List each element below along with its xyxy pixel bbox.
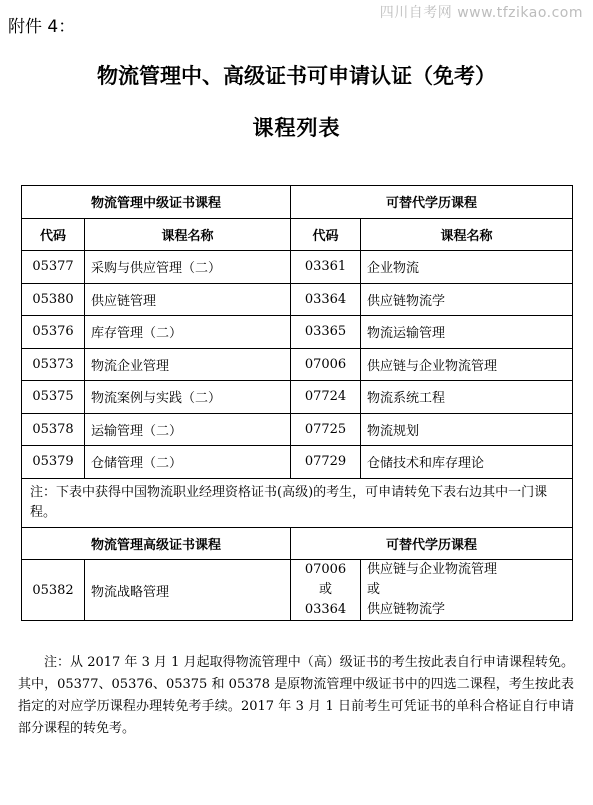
table-row xyxy=(22,316,573,349)
alt-code-1: 07006 xyxy=(304,562,347,577)
alt-course-name: 物流系统工程 xyxy=(361,381,573,414)
table-note: 注：下表中获得中国物流职业经理资格证书(高级)的考生，可申请转免下表右边其中一门课程。 xyxy=(22,478,573,527)
or-label: 或 xyxy=(367,582,381,597)
note-row xyxy=(22,478,573,527)
advanced-course-name: 物流战略管理 xyxy=(85,560,291,621)
course-code: 05378 xyxy=(22,413,85,446)
attachment-label: 附件 4： xyxy=(8,17,76,37)
site-watermark: 四川自考网 www.tfzikao.com xyxy=(379,5,583,21)
alt-course-name: 仓储技术和库存理论 xyxy=(361,446,573,479)
course-code: 05376 xyxy=(22,316,85,349)
course-name: 采购与供应管理（二） xyxy=(85,251,291,284)
course-code: 05377 xyxy=(22,251,85,284)
course-code: 05373 xyxy=(22,348,85,381)
section1-right-header: 可替代学历课程 xyxy=(291,186,573,219)
alt-course-name: 企业物流 xyxy=(361,251,573,284)
section2-right-header: 可替代学历课程 xyxy=(291,527,573,560)
document-subtitle: 课程列表 xyxy=(252,115,341,140)
col-alt-name-header: 课程名称 xyxy=(361,218,573,251)
alt-code-2: 03364 xyxy=(304,602,347,617)
or-label: 或 xyxy=(319,582,333,597)
section2-left-header: 物流管理高级证书课程 xyxy=(22,527,291,560)
table-row xyxy=(22,251,573,284)
advanced-alt-names xyxy=(361,560,573,621)
course-name: 仓储管理（二） xyxy=(85,446,291,479)
course-name: 运输管理（二） xyxy=(85,413,291,446)
alt-course-code: 03365 xyxy=(291,316,361,349)
section1-left-header: 物流管理中级证书课程 xyxy=(22,186,291,219)
table-row xyxy=(22,381,573,414)
advanced-course-code: 05382 xyxy=(22,560,85,621)
course-code: 05375 xyxy=(22,381,85,414)
course-code: 05380 xyxy=(22,283,85,316)
column-header-row xyxy=(22,218,573,251)
alt-course-code: 07725 xyxy=(291,413,361,446)
alt-course-code: 07006 xyxy=(291,348,361,381)
alt-course-name: 供应链与企业物流管理 xyxy=(361,348,573,381)
alt-course-code: 03364 xyxy=(291,283,361,316)
document-title: 物流管理中、高级证书可申请认证（免考） xyxy=(97,63,496,88)
course-name: 库存管理（二） xyxy=(85,316,291,349)
alt-course-name: 供应链物流学 xyxy=(361,283,573,316)
section2-header-row xyxy=(22,527,573,560)
alt-course-name: 物流运输管理 xyxy=(361,316,573,349)
course-name: 供应链管理 xyxy=(85,283,291,316)
col-name-header: 课程名称 xyxy=(85,218,291,251)
advanced-course-row xyxy=(22,560,573,621)
course-name: 物流案例与实践（二） xyxy=(85,381,291,414)
table-row xyxy=(22,283,573,316)
col-code-header: 代码 xyxy=(22,218,85,251)
table-row xyxy=(22,413,573,446)
alt-course-code: 07729 xyxy=(291,446,361,479)
alt-course-code: 03361 xyxy=(291,251,361,284)
advanced-alt-codes xyxy=(291,560,361,621)
section1-header-row xyxy=(22,186,573,219)
course-name: 物流企业管理 xyxy=(85,348,291,381)
course-table xyxy=(21,185,573,621)
table-row xyxy=(22,348,573,381)
footnote: 注：从 2017 年 3 月 1 月起取得物流管理中（高）级证书的考生按此表自行申请课程转免。其中，05377、05376、05375 和 05378 是原物流管理中级证书中的四选二课程，考生按此表指定的对应学历课程办理转免考手续。2017 年 3 月 1 日前考生可凭证书的单科合格证自行申请部分课程的转免考。 xyxy=(18,655,574,736)
course-code: 05379 xyxy=(22,446,85,479)
alt-course-code: 07724 xyxy=(291,381,361,414)
col-alt-code-header: 代码 xyxy=(291,218,361,251)
alt-name-2: 供应链物流学 xyxy=(367,602,446,617)
alt-name-1: 供应链与企业物流管理 xyxy=(367,562,498,577)
alt-course-name: 物流规划 xyxy=(361,413,573,446)
table-row xyxy=(22,446,573,479)
